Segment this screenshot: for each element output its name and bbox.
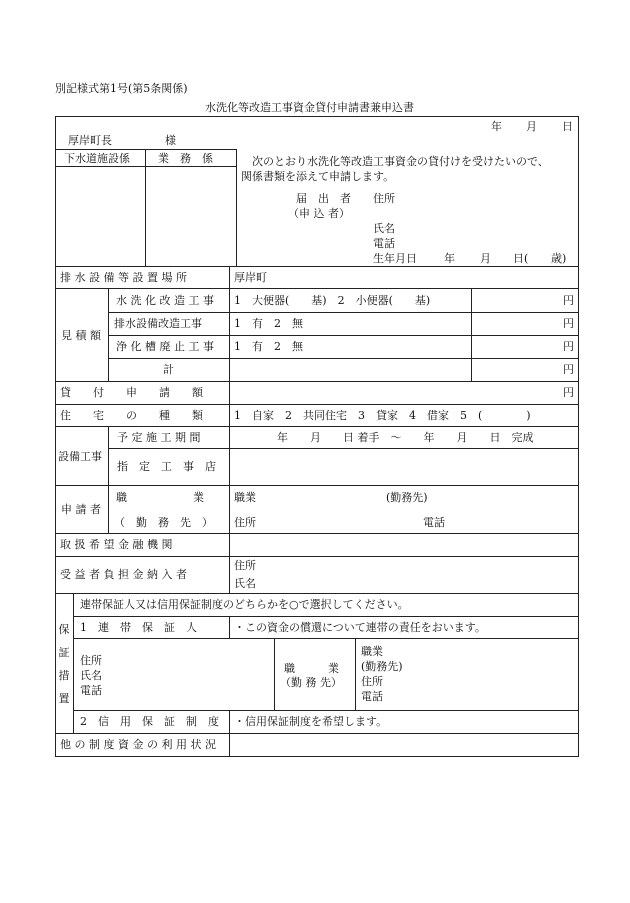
guarantee-side-label-1: 保 (58, 623, 70, 636)
birth-age: 歳) (551, 252, 567, 265)
dept-stamp-box[interactable] (56, 167, 144, 265)
period-value[interactable]: 年 月 日 着手 ～ 年 月 日 完成 (277, 431, 534, 444)
housing-type-label: 住 宅 の 種 類 (60, 409, 203, 422)
joint-guarantor-note: ・この資金の償還について連帯の責任をおいます。 (234, 621, 486, 634)
guarantor-workplace[interactable]: (勤務先) (361, 660, 403, 673)
toilet-work-yen: 円 (563, 294, 574, 307)
total-yen: 円 (563, 363, 574, 376)
estimate-label: 見 積 額 (61, 329, 101, 342)
septic-label: 浄 化 槽 廃 止 工 事 (116, 340, 214, 353)
loan-amount-yen: 円 (563, 386, 574, 399)
applicant-birth: 生年月日 (373, 252, 417, 265)
septic-yen: 円 (563, 340, 574, 353)
credit-guarantee-option[interactable]: 2 信 用 保 証 制 度 (80, 715, 219, 728)
guarantee-side-label-4: 置 (58, 692, 70, 705)
housing-type-value[interactable]: 1 自家 2 共同住宅 3 貸家 4 借家 5 ( ) (234, 409, 531, 422)
loan-amount-label: 貸 付 申 請 額 (60, 386, 203, 399)
drain-work-label: 排水設備改造工事 (114, 317, 202, 330)
drain-work-yen: 円 (563, 317, 574, 330)
drainage-location-value[interactable]: 厚岸町 (234, 271, 267, 284)
other-funds-label: 他 の 制 度 資 金 の 利 用 状 況 (60, 738, 216, 751)
guarantor-work-address[interactable]: 住所 (361, 675, 383, 688)
guarantor-occupation-label: 職 業 (284, 662, 339, 675)
guarantee-instruction: 連帯保証人又は信用保証制度のどちらかを○で選択してください。 (80, 598, 409, 611)
drainage-location-label: 排 水 設 備 等 設 置 場 所 (60, 271, 187, 284)
intro-line-2: 関係書類を添えて申請します。 (241, 170, 395, 183)
dept-stamp-label: 下水道施設係 (64, 152, 130, 165)
applicant-name[interactable]: 氏名 (373, 222, 395, 235)
form-number: 別記様式第1号(第5条関係) (55, 82, 188, 95)
date-year: 年 (491, 120, 502, 133)
guarantee-side-label-2: 証 (58, 646, 70, 659)
contractor-field[interactable] (230, 449, 577, 484)
bank-label: 取 扱 希 望 金 融 機 関 (60, 538, 173, 551)
workplace-value[interactable]: (勤務先) (386, 491, 428, 504)
table-bottom-border (55, 756, 579, 757)
joint-guarantor-option[interactable]: 1 連 帯 保 証 人 (80, 621, 197, 634)
drain-work-value[interactable]: 1 有 2 無 (234, 317, 303, 330)
guarantee-side-label-3: 措 (58, 669, 70, 682)
workplace-label: （ 勤 務 先 ） (114, 516, 213, 529)
applicant-work-phone[interactable]: 電話 (423, 516, 445, 529)
contractor-label: 指 定 工 事 店 (117, 460, 216, 473)
payer-label: 受 益 者 負 担 金 納 入 者 (60, 568, 187, 581)
credit-guarantee-note: ・信用保証制度を希望します。 (234, 715, 388, 728)
date-day: 日 (562, 120, 573, 133)
form-title: 水洗化等改造工事資金貸付申請書兼申込書 (205, 101, 414, 114)
business-stamp-box[interactable] (146, 167, 235, 265)
applicant-address[interactable]: 住所 (373, 192, 395, 205)
applicant-label-1: 届 出 者 (296, 192, 351, 205)
table-right-border (578, 116, 579, 757)
payer-address[interactable]: 住所 (234, 559, 256, 572)
toilet-work-label: 水 洗 化 改 造 工 事 (116, 294, 214, 307)
other-funds-field[interactable] (230, 734, 577, 755)
guarantor-work-phone[interactable]: 電話 (361, 690, 383, 703)
total-label: 計 (163, 363, 174, 376)
guarantor-workplace-label: （勤 務 先） (280, 676, 342, 689)
table-top-border (55, 116, 579, 117)
occupation-label: 職 業 (116, 491, 204, 504)
applicant-phone[interactable]: 電話 (373, 237, 395, 250)
date-month: 月 (526, 120, 537, 133)
guarantor-name[interactable]: 氏名 (80, 669, 102, 682)
septic-value[interactable]: 1 有 2 無 (234, 340, 303, 353)
period-label: 予 定 施 工 期 間 (117, 431, 201, 444)
guarantor-occupation[interactable]: 職業 (361, 645, 383, 658)
birth-year: 年 (444, 252, 455, 265)
bank-field[interactable] (230, 534, 577, 555)
guarantor-phone[interactable]: 電話 (80, 684, 102, 697)
birth-day: 日( (513, 252, 529, 265)
occupation-value[interactable]: 職業 (234, 491, 256, 504)
addressee: 厚岸町長 (68, 134, 112, 147)
intro-line-1: 次のとおり水洗化等改造工事資金の貸付けを受けたいので、 (252, 155, 549, 168)
toilet-work-value[interactable]: 1 大便器( 基) 2 小便器( 基) (234, 294, 431, 307)
facility-work-label: 設備工事 (58, 450, 102, 463)
guarantor-address[interactable]: 住所 (80, 654, 102, 667)
birth-month: 月 (480, 252, 491, 265)
payer-name[interactable]: 氏名 (234, 577, 256, 590)
business-stamp-label: 業 務 係 (158, 152, 213, 165)
applicant-work-address[interactable]: 住所 (234, 516, 256, 529)
applicant-label-2: （申 込 者） (288, 207, 350, 220)
applicant-section-label: 申 請 者 (61, 503, 101, 516)
addressee-sama: 様 (165, 134, 176, 147)
